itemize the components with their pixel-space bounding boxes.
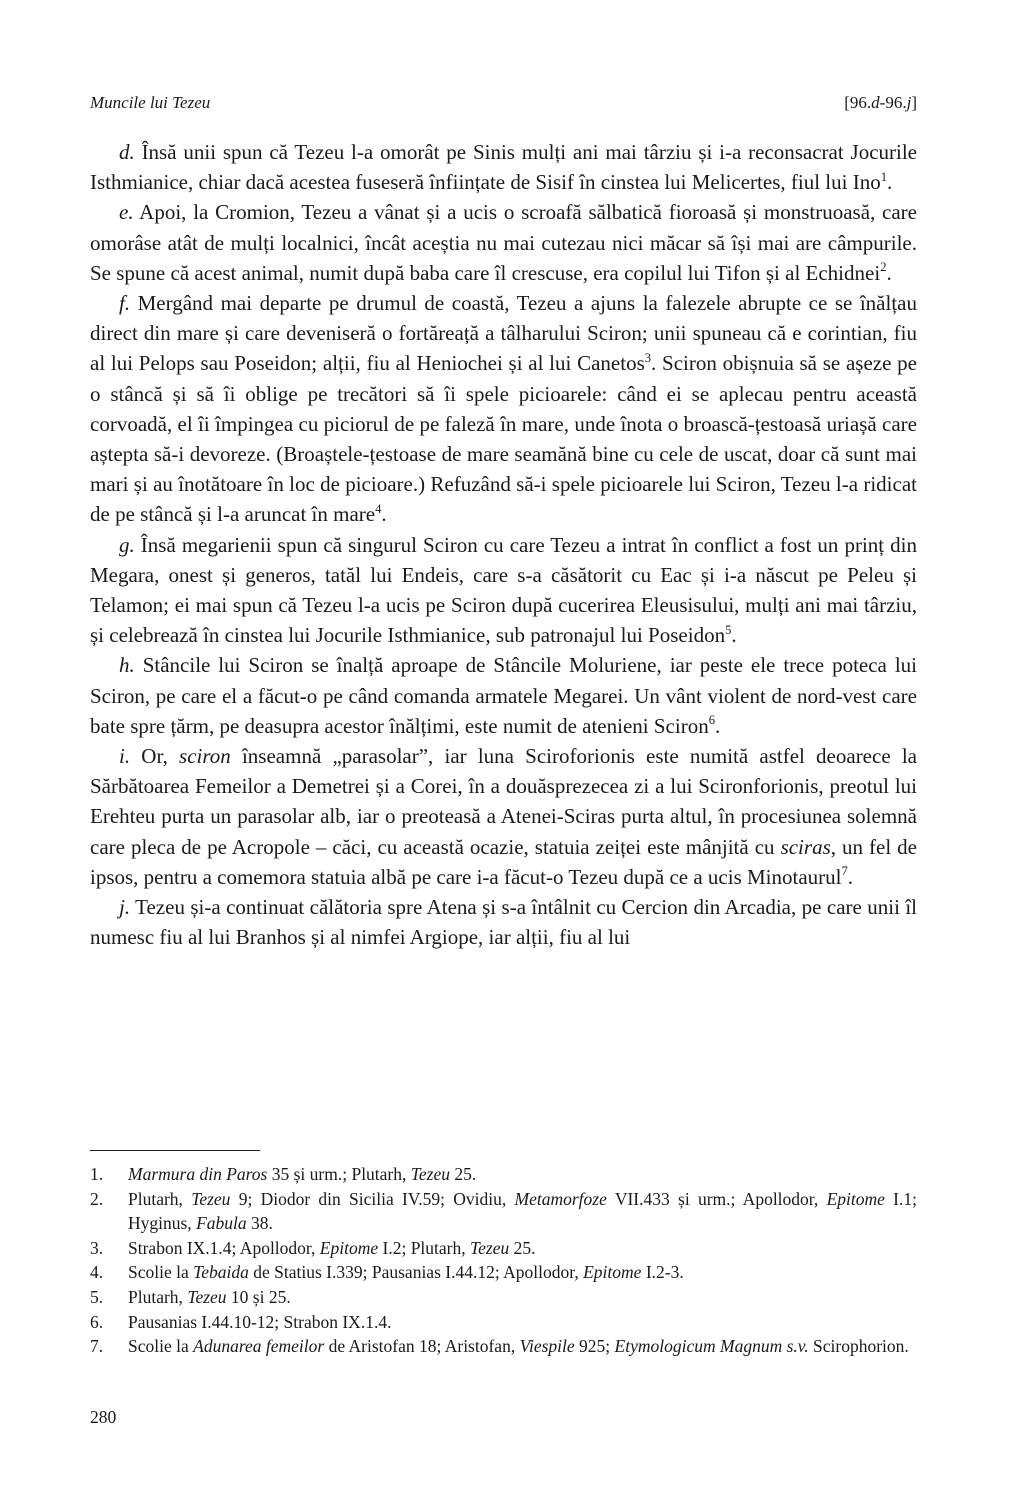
running-head xyxy=(90,91,917,115)
italic-text: g. xyxy=(119,532,135,557)
footnote-1 xyxy=(90,1162,917,1187)
footnote-text: Strabon IX.1.4; Apollodor, Epitome I.2; Plutarh, Tezeu 25. xyxy=(128,1237,536,1258)
italic-text: Epitome xyxy=(826,1188,885,1209)
paragraph-e: e. Apoi, la Cromion, Tezeu a vânat și a ucis o scroafă sălbatică fioroasă și monstruoasă, care omorâse atât de mulți localnici, încât aceștia nu mai cutezau nici măcar să își mai are câmpurile. Se spune că acest animal, numit după baba care îl crescuse, era copilul lui Tifon și al Echidnei$^2$. xyxy=(90,200,917,285)
italic-text: e. xyxy=(119,200,134,225)
footnote-4 xyxy=(90,1260,917,1285)
italic-text: Fabula xyxy=(196,1213,247,1234)
italic-text: Etymologicum Magnum s.v. xyxy=(614,1336,809,1357)
footnote-text: Scolie la Tebaida de Statius I.339; Pausanias I.44.12; Apollodor, Epitome I.2-3. xyxy=(128,1262,684,1283)
footnote-text: Pausanias I.44.10-12; Strabon IX.1.4. xyxy=(128,1311,392,1332)
paragraph-g: g. Însă megarienii spun că singurul Sciron cu care Tezeu a intrat în conflict a fost un prinț din Megara, onest și generos, tatăl lui Endeis, care s-a căsătorit cu Eac și i-a născut pe Peleu și Telamon; ei mai spun că Tezeu l-a ucis pe Sciron după cucerirea Eleusisului, mulți ani mai târziu, și celebrează în cinstea lui Jocurile Isthmianice, sub patronajul lui Poseidon$^5$. xyxy=(90,532,917,648)
footnote-reference: 3 xyxy=(644,350,652,365)
italic-text: Tebaida xyxy=(193,1262,249,1283)
chapter-title: Muncile lui Tezeu xyxy=(90,93,211,112)
italic-text: sciron xyxy=(179,744,231,769)
section-range: [96.d-96.j] xyxy=(844,93,917,112)
page-number: 280 xyxy=(90,1407,117,1427)
italic-text: d xyxy=(871,93,880,112)
book-page xyxy=(90,0,917,1504)
paragraph-f: f. Mergând mai departe pe drumul de coastă, Tezeu a ajuns la falezele abrupte ce se înălțau direct din mare și care deveniseră o fortăreață a tâlharului Sciron; unii spuneau că e corintian, fiu al lui Pelops sau Poseidon; alții, fiu al Heniochei și al lui Canetos$^3$. Sciron obișnuia să se așeze pe o stâncă și să îi oblige pe trecători să îi spele picioarele: când ei se aplecau pentru această corvoadă, el îi împingea cu piciorul de pe faleză în mare, unde înota o broască-țestoasă uriașă care aștepta să-i devoreze. (Broaștele-țestoase de mare seamănă bine cu cele de uscat, doar că sunt mai mari și au înotătoare în loc de picioare.) Refuzând să-i spele picioarele lui Sciron, Tezeu l-a ridicat de pe stâncă și l-a aruncat în mare$^4$. xyxy=(90,291,917,527)
footnote-number: 4. xyxy=(90,1262,104,1283)
footnote-3 xyxy=(90,1236,917,1261)
footnote-7 xyxy=(90,1334,917,1359)
italic-text: Tezeu xyxy=(410,1164,450,1184)
footnote-reference: 5 xyxy=(725,622,732,637)
footnote-reference: 1 xyxy=(880,169,887,184)
footnote-number: 7. xyxy=(90,1336,104,1357)
italic-text: Tezeu xyxy=(191,1188,231,1209)
italic-text: Adunarea femeilor xyxy=(193,1336,325,1357)
italic-text: j. xyxy=(119,895,131,920)
footnote-reference: 7 xyxy=(841,864,848,879)
italic-text: Epitome xyxy=(583,1262,642,1283)
italic-text: i. xyxy=(119,744,131,769)
italic-text: Viespile xyxy=(519,1336,575,1357)
footnote-number: 6. xyxy=(90,1311,104,1332)
footnote-number: 2. xyxy=(90,1188,104,1209)
italic-text: j xyxy=(906,93,912,112)
paragraph-j: j. Tezeu și-a continuat călătoria spre Atena și s-a întâlnit cu Cercion din Arcadia, pe care unii îl numesc fiu al lui Branhos și al nimfei Argiope, iar alții, fiu al lui xyxy=(90,895,917,950)
footnote-6 xyxy=(90,1310,917,1335)
footnote-text: Marmura din Paros 35 și urm.; Plutarh, Tezeu 25. xyxy=(128,1164,477,1184)
paragraph-h: h. Stâncile lui Sciron se înalță aproape de Stâncile Moluriene, iar peste ele trece poteca lui Sciron, pe care el a făcut-o pe când comanda armatele Megarei. Un vânt violent de nord-vest care bate spre țărm, pe deasupra acestor înălțimi, este numit de atenieni Sciron$^6$. xyxy=(90,653,917,738)
italic-text: h. xyxy=(119,653,135,678)
italic-text: Epitome xyxy=(319,1237,379,1258)
footnote-reference: 2 xyxy=(880,260,887,275)
footnote-5 xyxy=(90,1285,917,1310)
footnote-text: Scolie la Adunarea femeilor de Aristofan 18; Aristofan, Viespile 925; Etymologicum Magnum s.v. Scirophorion. xyxy=(128,1336,909,1357)
italic-text: Tezeu xyxy=(187,1286,227,1307)
italic-text: Metamorfoze xyxy=(514,1188,607,1209)
footnote-reference: 6 xyxy=(708,713,715,728)
italic-text: f. xyxy=(119,291,131,316)
footnotes-list xyxy=(90,1162,917,1359)
footnote-text: Plutarh, Tezeu 10 și 25. xyxy=(128,1286,291,1307)
footnote-2 xyxy=(90,1187,917,1236)
italic-text: Tezeu xyxy=(470,1237,510,1258)
italic-text: Marmura din Paros xyxy=(128,1164,268,1184)
footnote-number: 1. xyxy=(90,1164,104,1184)
italic-text: d. xyxy=(119,140,135,164)
footnote-number: 3. xyxy=(90,1237,104,1258)
footnote-reference: 4 xyxy=(375,501,382,516)
footnote-number: 5. xyxy=(90,1286,104,1307)
main-text xyxy=(90,137,917,952)
italic-text: sciras xyxy=(780,834,831,859)
footnote-separator xyxy=(90,1150,260,1151)
paragraph-i: i. Or, sciron înseamnă „parasolar”, iar luna Sciroforionis este numită astfel deoarece la Sărbătoarea Femeilor a Demetrei și a Corei, în a douăsprezecea zi a lui Scironforionis, preotul lui Erehteu purta un parasolar alb, iar o preoteasă a Atenei-Sciras purta altul, în procesiunea solemnă care pleca de pe Acropole – căci, cu această ocazie, statuia zeiței este mânjită cu sciras, un fel de ipsos, pentru a comemora statuia albă pe care i-a făcut-o Tezeu după ce a ucis Minotaurul$^7$. xyxy=(90,744,917,889)
paragraph-d: d. Însă unii spun că Tezeu l-a omorât pe Sinis mulți ani mai târziu și i-a reconsacrat Jocurile Isthmianice, chiar dacă acestea fuseseră înființate de Sisif în cinstea lui Melicertes, fiul lui Ino$^1$. xyxy=(90,140,917,195)
footnote-text: Plutarh, Tezeu 9; Diodor din Sicilia IV.59; Ovidiu, Metamorfoze VII.433 și urm.; Apollodor, Epitome I.1; Hyginus, Fabula 38. xyxy=(128,1188,917,1234)
